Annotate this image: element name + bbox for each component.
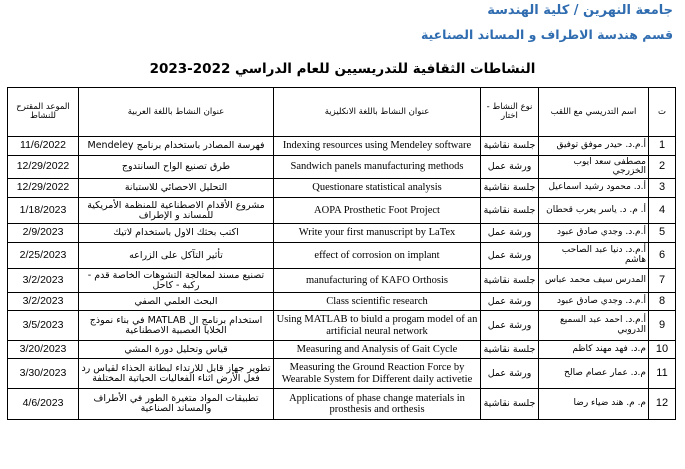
row-number: 10	[649, 341, 676, 359]
row-number: 3	[649, 179, 676, 198]
instructor-name: أ.م.د. حيدر موفق توفيق	[539, 137, 649, 156]
activity-type: ورشة عمل	[481, 156, 539, 179]
activity-date: 1/18/2023	[8, 198, 79, 224]
activity-type: ورشة عمل	[481, 293, 539, 311]
activity-title-en: Measuring and Analysis of Gait Cycle	[274, 341, 481, 359]
activity-type: جلسة نقاشية	[481, 269, 539, 293]
activity-type: جلسة نقاشية	[481, 137, 539, 156]
table-body	[8, 137, 676, 420]
activity-type: ورشة عمل	[481, 243, 539, 269]
activity-date: 4/6/2023	[8, 389, 79, 420]
activity-title-ar: طرق تصنيع الواح السانتدوج	[79, 156, 274, 179]
activity-date: 3/2/2023	[8, 293, 79, 311]
table-row	[8, 389, 676, 420]
activity-type: جلسة نقاشية	[481, 341, 539, 359]
activity-type: ورشة عمل	[481, 224, 539, 243]
col-header-title-en: عنوان النشاط باللغة الانكليزية	[274, 88, 481, 137]
activity-type: جلسة نقاشية	[481, 389, 539, 420]
activity-title-ar: استخدام برنامج ال MATLAB في بناء نموذج الخلايا العصبية الاصطناعية	[79, 311, 274, 341]
instructor-name: أ.م.د. وجدي صادق عبود	[539, 293, 649, 311]
row-number: 4	[649, 198, 676, 224]
activity-title-en: Questionare statistical analysis	[274, 179, 481, 198]
activity-title-en: Applications of phase change materials in prosthesis and orthesis	[274, 389, 481, 420]
table-header-row	[8, 88, 676, 137]
activities-table	[7, 87, 676, 420]
activity-title-en: Write your first manuscript by LaTex	[274, 224, 481, 243]
table-row	[8, 198, 676, 224]
table-row	[8, 359, 676, 389]
instructor-name: م.د. فهد مهند كاظم	[539, 341, 649, 359]
document-title: النشاطات الثقافية للتدريسيين للعام الدراسي 2022-2023	[149, 61, 536, 77]
instructor-name: مصطفى سعد ايوب الخزرجي	[539, 156, 649, 179]
row-number: 6	[649, 243, 676, 269]
col-header-name: اسم التدريسي مع اللقب	[539, 88, 649, 137]
activity-title-ar: اكتب بحثك الاول باستخدام لاتيك	[79, 224, 274, 243]
activity-title-ar: تصنيع مسند لمعالجة التشوهات الخاصة قدم - ركبة - كاحل	[79, 269, 274, 293]
col-header-index: ت	[649, 88, 676, 137]
table-row	[8, 179, 676, 198]
activity-date: 2/25/2023	[8, 243, 79, 269]
activity-date: 3/2/2023	[8, 269, 79, 293]
activity-type: جلسة نقاشية	[481, 198, 539, 224]
row-number: 11	[649, 359, 676, 389]
row-number: 12	[649, 389, 676, 420]
row-number: 8	[649, 293, 676, 311]
activity-type: ورشة عمل	[481, 359, 539, 389]
activity-date: 12/29/2022	[8, 179, 79, 198]
activity-title-en: Indexing resources using Mendeley software	[274, 137, 481, 156]
activity-title-ar: تأثير التآكل على الزراعه	[79, 243, 274, 269]
instructor-name: م. م. هند ضياء رضا	[539, 389, 649, 420]
activity-date: 3/5/2023	[8, 311, 79, 341]
activity-title-en: Class scientific research	[274, 293, 481, 311]
instructor-name: أ. م. د. ياسر يعرب قحطان	[539, 198, 649, 224]
instructor-name: أ.م.د. دنيا عبد الصاحب هاشم	[539, 243, 649, 269]
activity-title-en: manufacturing of KAFO Orthosis	[274, 269, 481, 293]
activity-title-ar: التحليل الاحصائي للاستبانة	[79, 179, 274, 198]
activity-title-ar: تطوير جهاز قابل للارتداء لبطانة الحذاء لقياس رد فعل الأرض اثناء الفعاليات الحياتية المختلفة	[79, 359, 274, 389]
activity-title-ar: فهرسة المصادر باستخدام برنامج Mendeley	[79, 137, 274, 156]
activity-date: 3/20/2023	[8, 341, 79, 359]
activity-title-ar: مشروع الأقدام الاصطناعية للمنظمة الأمريكية للمساند و الإطراف	[79, 198, 274, 224]
activity-type: ورشة عمل	[481, 311, 539, 341]
department-heading: قسم هندسة الاطراف و المساند الصناعية	[420, 27, 673, 42]
row-number: 1	[649, 137, 676, 156]
row-number: 5	[649, 224, 676, 243]
instructor-name: أ.م.د. وجدي صادق عبود	[539, 224, 649, 243]
table-row	[8, 341, 676, 359]
table-row	[8, 243, 676, 269]
row-number: 9	[649, 311, 676, 341]
activity-title-en: Sandwich panels manufacturing methods	[274, 156, 481, 179]
col-header-type: نوع النشاط - اختار	[481, 88, 539, 137]
activity-title-en: AOPA Prosthetic Foot Project	[274, 198, 481, 224]
activity-title-en: Using MATLAB to biuld a progam model of an artificial neural network	[274, 311, 481, 341]
activity-title-en: Measuring the Ground Reaction Force by Wearable System for Different daily activetie	[274, 359, 481, 389]
university-heading: جامعة النهرين / كلية الهندسة	[487, 3, 673, 18]
row-number: 2	[649, 156, 676, 179]
table-row	[8, 269, 676, 293]
activity-date: 11/6/2022	[8, 137, 79, 156]
activity-title-en: effect of corrosion on implant	[274, 243, 481, 269]
activity-date: 2/9/2023	[8, 224, 79, 243]
activity-title-ar: قياس وتحليل دورة المشي	[79, 341, 274, 359]
activity-title-ar: تطبيقات المواد متغيرة الطور في الأطراف والمساند الصناعية	[79, 389, 274, 420]
table-row	[8, 137, 676, 156]
row-number: 7	[649, 269, 676, 293]
instructor-name: م.د. عمار عصام صالح	[539, 359, 649, 389]
col-header-title-ar: عنوان النشاط باللغة العربية	[79, 88, 274, 137]
activity-type: جلسة نقاشية	[481, 179, 539, 198]
activity-date: 12/29/2022	[8, 156, 79, 179]
activity-date: 3/30/2023	[8, 359, 79, 389]
col-header-date: الموعد المقترح للنشاط	[8, 88, 79, 137]
table-row	[8, 311, 676, 341]
instructor-name: أ.د. محمود رشيد اسماعيل	[539, 179, 649, 198]
activity-title-ar: البحث العلمي الصفي	[79, 293, 274, 311]
instructor-name: المدرس سيف محمد عباس	[539, 269, 649, 293]
table-row	[8, 224, 676, 243]
instructor-name: أ.م.د. احمد عبد السميع الدروبي	[539, 311, 649, 341]
table-row	[8, 156, 676, 179]
table-row	[8, 293, 676, 311]
